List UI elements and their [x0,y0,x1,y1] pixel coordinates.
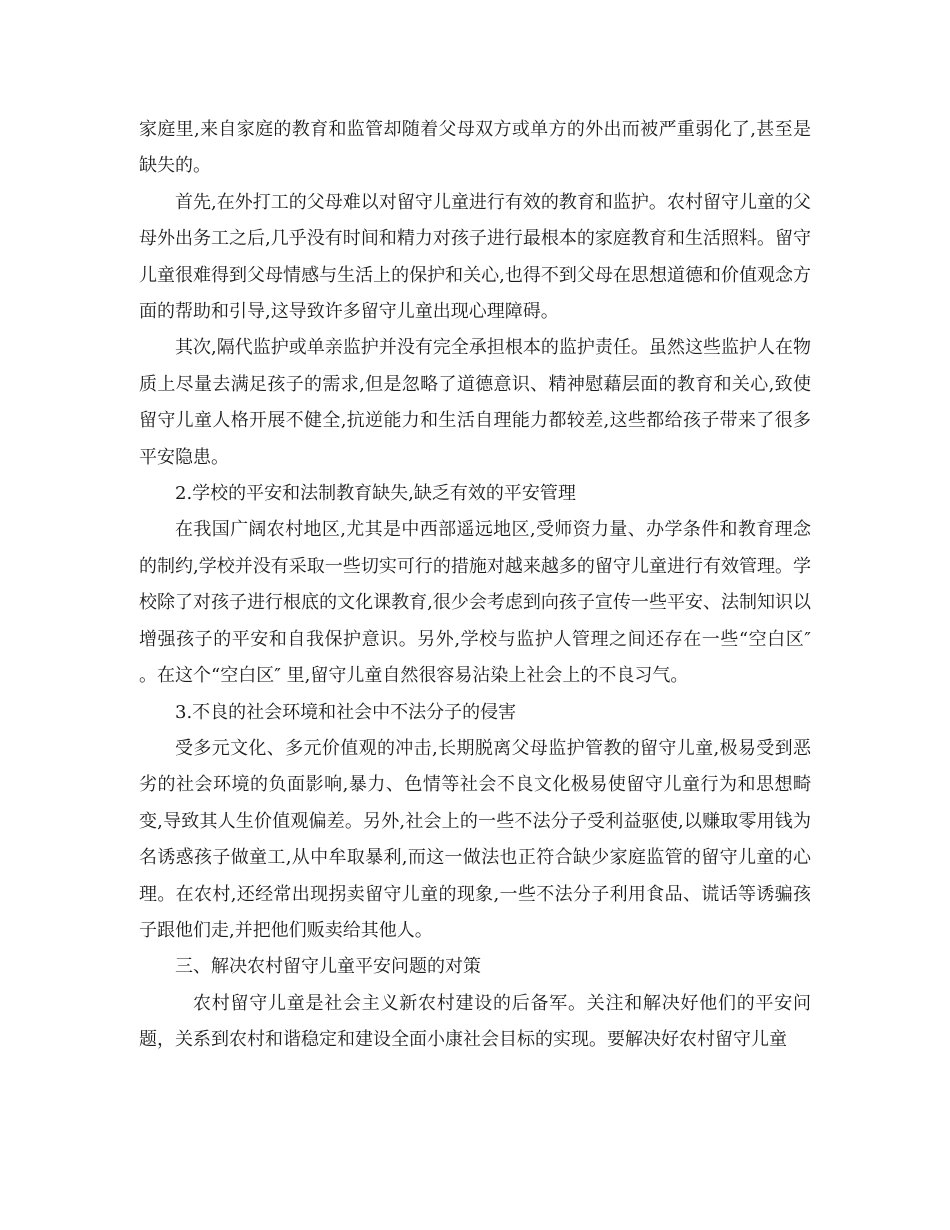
document-body [139,112,811,1059]
paragraph-school-management: 在我国广阔农村地区,尤其是中西部遥远地区,受师资力量、办学条件和教育理念的制约,学校并没有采取一些切实可行的措施对越来越多的留守儿童进行有效管理。学校除了对孩子进行根底的文化课教育,很少会考虑到向孩子宣传一些平安、法制知识以增强孩子的平安和自我保护意识。另外,学校与监护人管理之间还存在一些“空白区″ 。在这个“空白区″ 里,留守儿童自然很容易沾染上社会上的不良习气。 [139,519,811,687]
paragraph-family-supervision-continuation: 家庭里,来自家庭的教育和监管却随着父母双方或单方的外出而被严重弱化了,甚至是缺失的。 [139,119,811,177]
paragraph-social-influence: 受多元文化、多元价值观的冲击,长期脱离父母监护管教的留守儿童,极易受到恶劣的社会环境的负面影响,暴力、色情等社会不良文化极易使留守儿童行为和思想畸变,导致其人生价值观偏差。另外,社会上的一些不法分子受利益驱使,以赚取零用钱为名诱惑孩子做童工,从中牟取暴利,而这一做法也正符合缺少家庭监管的留守儿童的心理。在农村,还经常出现拐卖留守儿童的现象,一些不法分子利用食品、谎话等诱骗孩子跟他们走,并把他们贩卖给其他人。 [139,737,811,941]
section-heading-countermeasures: 三、解决农村留守儿童平安问题的对策 [175,956,481,978]
section-heading-school-education: 2.学校的平安和法制教育缺失,缺乏有效的平安管理 [175,483,576,505]
paragraph-countermeasures-intro: 农村留守儿童是社会主义新农村建设的后备军。关注和解决好他们的平安问题，关系到农村和谐稳定和建设全面小康社会目标的实现。要解决好农村留守儿童 [139,992,811,1051]
paragraph-parents-working-away: 首先,在外打工的父母难以对留守儿童进行有效的教育和监护。农村留守儿童的父母外出务工之后,几乎没有时间和精力对孩子进行最根本的家庭教育和生活照料。留守儿童很难得到父母情感与生活上的保护和关心,也得不到父母在思想道德和价值观念方面的帮助和引导,这导致许多留守儿童出现心理障碍。 [139,191,811,323]
section-heading-social-environment: 3.不良的社会环境和社会中不法分子的侵害 [175,701,517,723]
paragraph-grandparent-guardianship: 其次,隔代监护或单亲监护并没有完全承担根本的监护责任。虽然这些监护人在物质上尽量去满足孩子的需求,但是忽略了道德意识、精神慰藉层面的教育和关心,致使留守儿童人格开展不健全,抗逆能力和生活自理能力都较差,这些都给孩子带来了很多平安隐患。 [139,337,811,468]
